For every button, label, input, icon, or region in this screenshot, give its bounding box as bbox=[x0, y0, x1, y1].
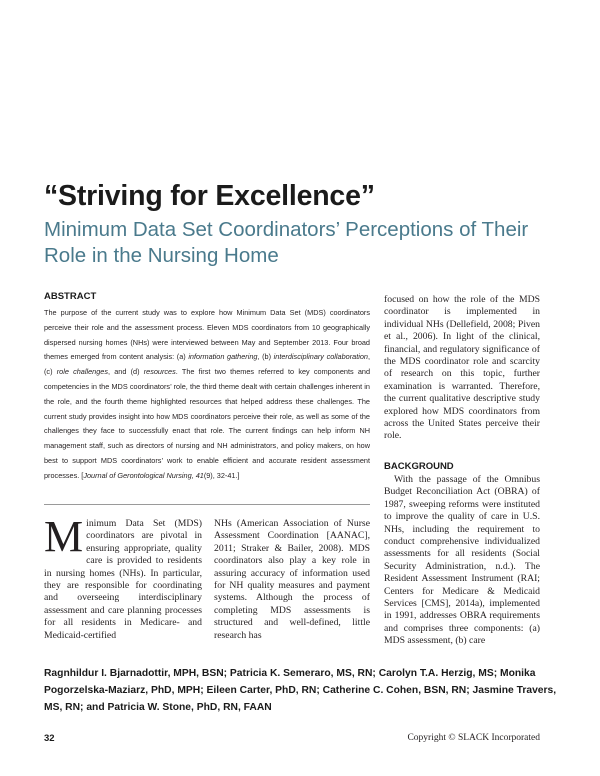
article-subtitle: Minimum Data Set Coordinators’ Perceptions of Their Role in the Nursing Home bbox=[44, 218, 529, 267]
background-paragraph: With the passage of the Omnibus Budget Reconciliation Act (OBRA) of 1987, sweeping reforms were instituted to improve the quality of care in U.S. NHs, including the requirement to conduct comprehensive individualized assessments for all residents (Social Security Administration, n.d.). The Resident Assessment Instrument (RAI; Centers for Medicare & Medicaid Services [CMS], 2014a), implemented in 1991, addresses OBRA requirements and comprises three components: (a) MDS assessment, (b) care bbox=[384, 474, 540, 647]
journal-citation: Journal of Gerontological Nursing, 41 bbox=[83, 470, 204, 480]
drop-cap: M bbox=[44, 512, 84, 561]
intro-paragraph: inimum Data Set (MDS) coordinators are pivotal in ensuring appropriate, quality care is provided to residents in nursing homes (NHs). In particular, they are responsible for coordinating and overseeing interdisciplinary assessment and care planning processes for all residents in Medicare- and Medicaid-certified bbox=[44, 518, 202, 641]
body-column-1 bbox=[44, 512, 202, 642]
page-number: 32 bbox=[44, 733, 55, 744]
body-column-3-top: focused on how the role of the MDS coordinator is implemented in individual NHs (Dellefield, 2008; Piven et al., 2006). In light of the clinical, financial, and regulatory significance of the MDS coordinator role and scarcity of research on this topic, further examination is warranted. Therefore, the current qualitative descriptive study explored how MDS coordinators from across the United States perceive their role. bbox=[384, 294, 540, 442]
background-section bbox=[384, 461, 540, 648]
copyright-notice: Copyright © SLACK Incorporated bbox=[407, 733, 540, 743]
body-column-2: NHs (American Association of Nurse Assessment Coordination [AANAC], 2011; Straker & Bailer, 2008). MDS coordinators also play a key role in assuring accuracy of information used for NH quality measures and payment systems. Although the process of completing MDS assessments is structured and well-defined, little research has bbox=[214, 518, 370, 641]
author-list: Ragnhildur I. Bjarnadottir, MPH, BSN; Patricia K. Semeraro, MS, RN; Carolyn T.A. Herzig, MS; Monika Pogorzelska-Maziarz, PhD, MPH; Eileen Carter, PhD, RN; Catherine C. Cohen, BSN, RN; Jasmine Travers, MS, RN; and Patricia W. Stone, PhD, RN, FAAN bbox=[44, 668, 557, 713]
abstract-heading: ABSTRACT bbox=[44, 291, 97, 302]
abstract-divider bbox=[44, 504, 370, 505]
article-title: “Striving for Excellence” bbox=[44, 180, 375, 212]
abstract-text: The purpose of the current study was to explore how Minimum Data Set (MDS) coordinators perceive their role and the assessment process. Eleven MDS coordinators from 10 geographically dispersed nursing homes (NHs) were interviewed between May and September 2013. Four broad themes emerged from content analysis: (a) information gathering, (b) interdisciplinary collaboration, (c) role challenges, and (d) resources. The first two themes referred to key components and competencies in the MDS coordinators’ role, the third theme dealt with certain challenges inherent in the role, and the fourth theme highlighted resources that helped address these challenges. The current study provides insight into how MDS coordinators perceive their role, as well as some of the challenges they face to successfully enact that role. The current findings can help inform NH management staff, such as directors of nursing and NH administrators, and policy makers, on how best to support MDS coordinators’ work to enable efficient and accurate resident assessment processes. [Journal of Gerontological Nursing, 41(9), 32-41.] bbox=[44, 308, 371, 480]
background-heading: BACKGROUND bbox=[384, 461, 454, 472]
